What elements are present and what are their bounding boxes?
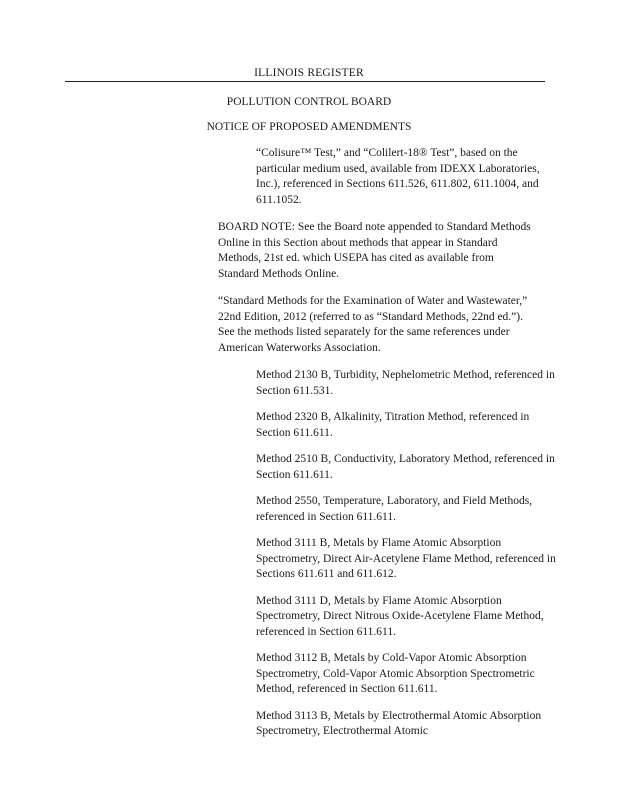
method-entry: Method 2510 B, Conductivity, Laboratory Method, referenced in Section 611.611.: [256, 453, 555, 481]
register-title: ILLINOIS REGISTER: [254, 67, 364, 79]
document-body: [218, 146, 556, 751]
method-entry: Method 3113 B, Metals by Electrothermal Atomic Absorption Spectrometry, Electrothermal Atomic: [256, 709, 542, 737]
paragraph-standard-methods: “Standard Methods for the Examination of Water and Wastewater,” 22nd Edition, 2012 (referred to as “Standard Methods, 22nd ed.”). See the methods listed separately for the same references under American Waterworks Association.: [218, 295, 528, 354]
method-entry: Method 2550, Temperature, Laboratory, and Field Methods, referenced in Section 611.611.: [256, 495, 533, 523]
method-entry: Method 3112 B, Metals by Cold-Vapor Atomic Absorption Spectrometry, Cold-Vapor Atomic Absorption Spectrometric Method, referenced in Section 611.611.: [256, 652, 535, 695]
method-entry: Method 2130 B, Turbidity, Nephelometric Method, referenced in Section 611.531.: [256, 369, 555, 397]
paragraph-board-note: BOARD NOTE: See the Board note appended to Standard Methods Online in this Section about methods that appear in Standard Methods, 21st ed. which USEPA has cited as available from Standard Methods Online.: [218, 221, 531, 280]
method-entry: Method 3111 D, Metals by Flame Atomic Absorption Spectrometry, Direct Nitrous Oxide-Acetylene Flame Method, referenced in Section 611.611.: [256, 594, 544, 638]
method-entry: Method 2320 B, Alkalinity, Titration Method, referenced in Section 611.611.: [256, 411, 530, 439]
notice-title: NOTICE OF PROPOSED AMENDMENTS: [206, 121, 412, 133]
method-entry: Method 3111 B, Metals by Flame Atomic Absorption Spectrometry, Direct Air-Acetylene Flame Method, referenced in Sections 611.611 and 611.612.: [256, 537, 556, 580]
header-rule: [65, 81, 545, 82]
board-title: POLLUTION CONTROL BOARD: [226, 96, 392, 108]
paragraph-colisure: “Colisure™ Test,” and “Colilert-18® Test”, based on the particular medium used, available from IDEXX Laboratories, Inc.), referenced in Sections 611.526, 611.802, 611.1004, and 611.1052.: [256, 147, 540, 206]
